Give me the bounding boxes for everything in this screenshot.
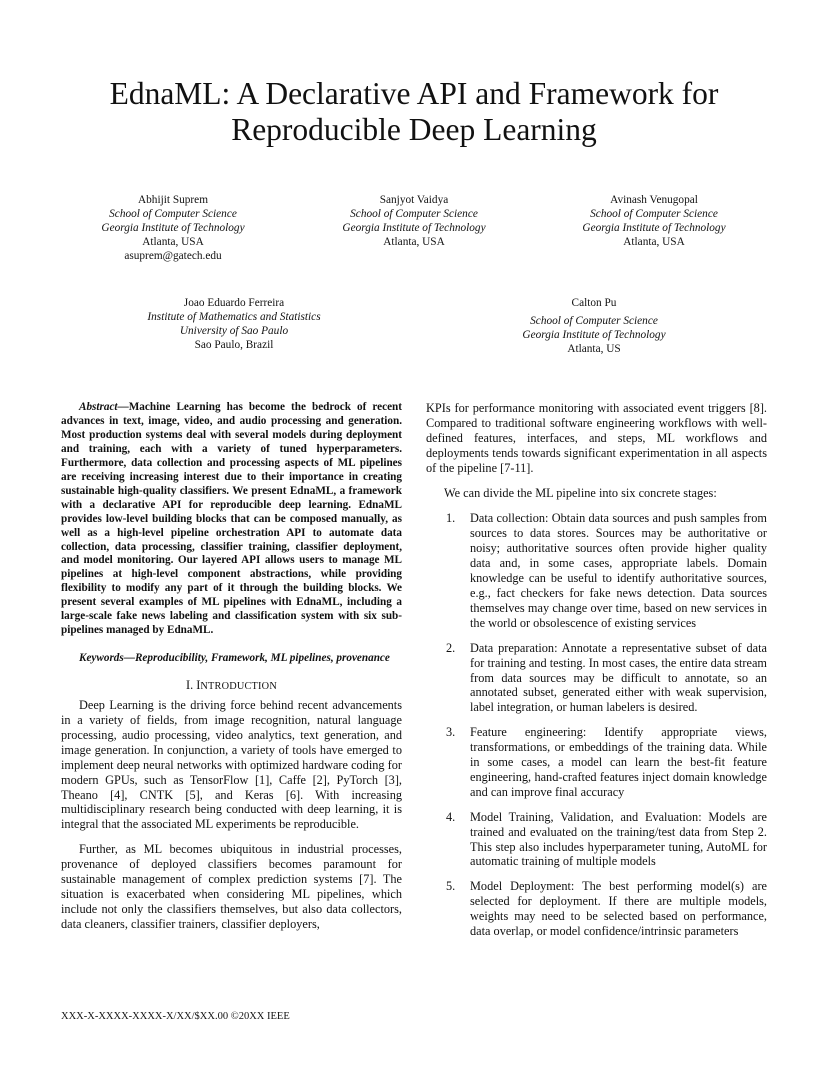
author-email: asuprem@gatech.edu — [124, 250, 222, 262]
left-column — [61, 401, 402, 932]
author-block-1 — [73, 193, 273, 263]
list-item — [426, 725, 767, 800]
author-location: Atlanta, USA — [623, 236, 685, 248]
author-dept: School of Computer Science — [590, 208, 718, 220]
list-item — [426, 810, 767, 870]
author-location: Atlanta, USA — [383, 236, 445, 248]
intro-paragraph-2: Further, as ML becomes ubiquitous in industrial processes, provenance of deployed classifiers becomes paramount for sustainable management of complex prediction systems [7]. The situation is exacerbated when considering ML pipelines, which include not only the classifiers themselves, but also data collectors, data cleaners, classifier trainers, classifier deployers, — [61, 842, 402, 931]
list-item — [426, 641, 767, 716]
section-title-rest: NTRODUCTION — [200, 681, 277, 693]
abstract-text: —Machine Learning has become the bedrock of recent advances in text, image, video, and audio processing and generation. Most production systems deal with several models during deployment and training, each with a variety of tuned hyperparameters. Furthermore, data collection and processing aspects of ML pipelines are receiving increasing interest due to their importance in creating sustainable high-quality classifiers. We present EdnaML, a framework with a declarative API for reproducible deep learning. EdnaML provides low-level building blocks that can be composed manually, as well as a high-level pipeline orchestration API to automate data collection, data processing, classifier training, classifier deployment, and model monitoring. Our layered API allows users to manage ML pipelines at high-level component abstractions, while providing flexibility to modify any part of it through the building blocks. We present several examples of ML pipelines with EdnaML, including a large-scale fake news labeling and classification system with six sub-pipelines managed by EdnaML. — [61, 401, 402, 637]
title-line-1: EdnaML: A Declarative API and Framework for — [109, 76, 719, 111]
author-dept: School of Computer Science — [350, 208, 478, 220]
author-org: Georgia Institute of Technology — [582, 222, 726, 234]
author-block-2 — [314, 193, 514, 249]
list-item — [426, 511, 767, 630]
right-column — [426, 401, 767, 949]
author-block-3 — [554, 193, 754, 249]
list-item-number: 1. — [446, 511, 456, 526]
section-title-initial: I — [196, 678, 201, 693]
author-dept: School of Computer Science — [109, 208, 237, 220]
intro-paragraph-1: Deep Learning is the driving force behind recent advancements in a variety of fields, from image recognition, natural language processing, audio processing, video analytics, text generation, and image generation. In conjunction, a variety of tools have emerged to implement deep neural networks with optimized hardware coding for modern GPUs, such as TensorFlow [1], Caffe [2], PyTorch [3], Theano [4], CNTK [5], and Keras [6]. With increasing multidisciplinary research being conducted with deep learning, it is integral that the associated ML experiments be reproducible. — [61, 698, 402, 832]
abstract — [61, 401, 402, 638]
intro-paragraph-3: KPIs for performance monitoring with associated event triggers [8]. Compared to traditional software engineering workflows with well-defined features, interfaces, and steps, ML workflows and deployments tends towards significant experimentation in all aspects of the pipeline [7-11]. — [426, 401, 767, 475]
author-org: Georgia Institute of Technology — [522, 329, 666, 341]
pipeline-stages-list — [426, 511, 767, 939]
author-org: University of Sao Paulo — [179, 325, 289, 337]
author-name: Abhijit Suprem — [138, 194, 208, 206]
paper-title — [40, 76, 788, 148]
title-line-2: Reproducible Deep Learning — [231, 112, 597, 147]
list-item-number: 2. — [446, 640, 456, 655]
author-block-5 — [494, 296, 694, 356]
list-item-text: Model Deployment: The best performing model(s) are selected for deployment. If there are multiple models, weights may need to be selected based on performance, data overlap, or model confidence/intrinsic parameters — [470, 879, 767, 939]
list-item-text: Data collection: Obtain data sources and push samples from sources to data stores. Sources may be authoritative or noisy; authoritative sources often provide higher quality data and, in some cases, appropriate labels. Domain knowledge can be useful to identify authoritative sources, e.g., fact checkers for fake news detection. Data sources themselves may change over time, based on new services in the world or obsolescence of existing services — [470, 511, 767, 630]
list-item-number: 4. — [446, 809, 456, 824]
list-item — [426, 879, 767, 939]
author-dept: Institute of Mathematics and Statistics — [147, 311, 321, 323]
author-block-4 — [124, 296, 344, 352]
section-heading-introduction — [61, 678, 402, 695]
copyright-footer: XXX-X-XXXX-XXXX-X/XX/$XX.00 ©20XX IEEE — [61, 1011, 290, 1022]
intro-paragraph-4: We can divide the ML pipeline into six concrete stages: — [444, 485, 717, 500]
author-location: Atlanta, USA — [142, 236, 204, 248]
author-name: Joao Eduardo Ferreira — [183, 297, 285, 309]
author-name: Avinash Venugopal — [610, 194, 698, 206]
list-item-text: Feature engineering: Identify appropriate views, transformations, or embeddings of the training data. While in some cases, a model can learn the best-fit feature engineering, hand-crafted features inject domain knowledge and can improve final accuracy — [470, 725, 767, 799]
list-item-text: Data preparation: Annotate a representative subset of data for training and testing. In most cases, the entire data stream from data sources may be difficult to annotate, so an annotated subset, generated either with weak supervision, label integration, or human labelers is desired. — [470, 640, 767, 715]
author-name: Calton Pu — [571, 297, 617, 309]
abstract-label: Abstract — [79, 401, 118, 413]
author-location: Atlanta, US — [567, 343, 621, 355]
author-name: Sanjyot Vaidya — [379, 194, 449, 206]
section-numeral: I. — [186, 678, 194, 693]
list-item-number: 5. — [446, 879, 456, 894]
list-item-number: 3. — [446, 725, 456, 740]
author-org: Georgia Institute of Technology — [101, 222, 245, 234]
keywords: Keywords—Reproducibility, Framework, ML pipelines, provenance — [79, 652, 390, 665]
author-location: Sao Paulo, Brazil — [194, 339, 274, 351]
author-dept: School of Computer Science — [530, 315, 658, 327]
list-item-text: Model Training, Validation, and Evaluation: Models are trained and evaluated on the training/test data from Step 2. This step also includes hyperparameter tuning, AutoML for automatic training of multiple models — [470, 809, 767, 869]
author-org: Georgia Institute of Technology — [342, 222, 486, 234]
